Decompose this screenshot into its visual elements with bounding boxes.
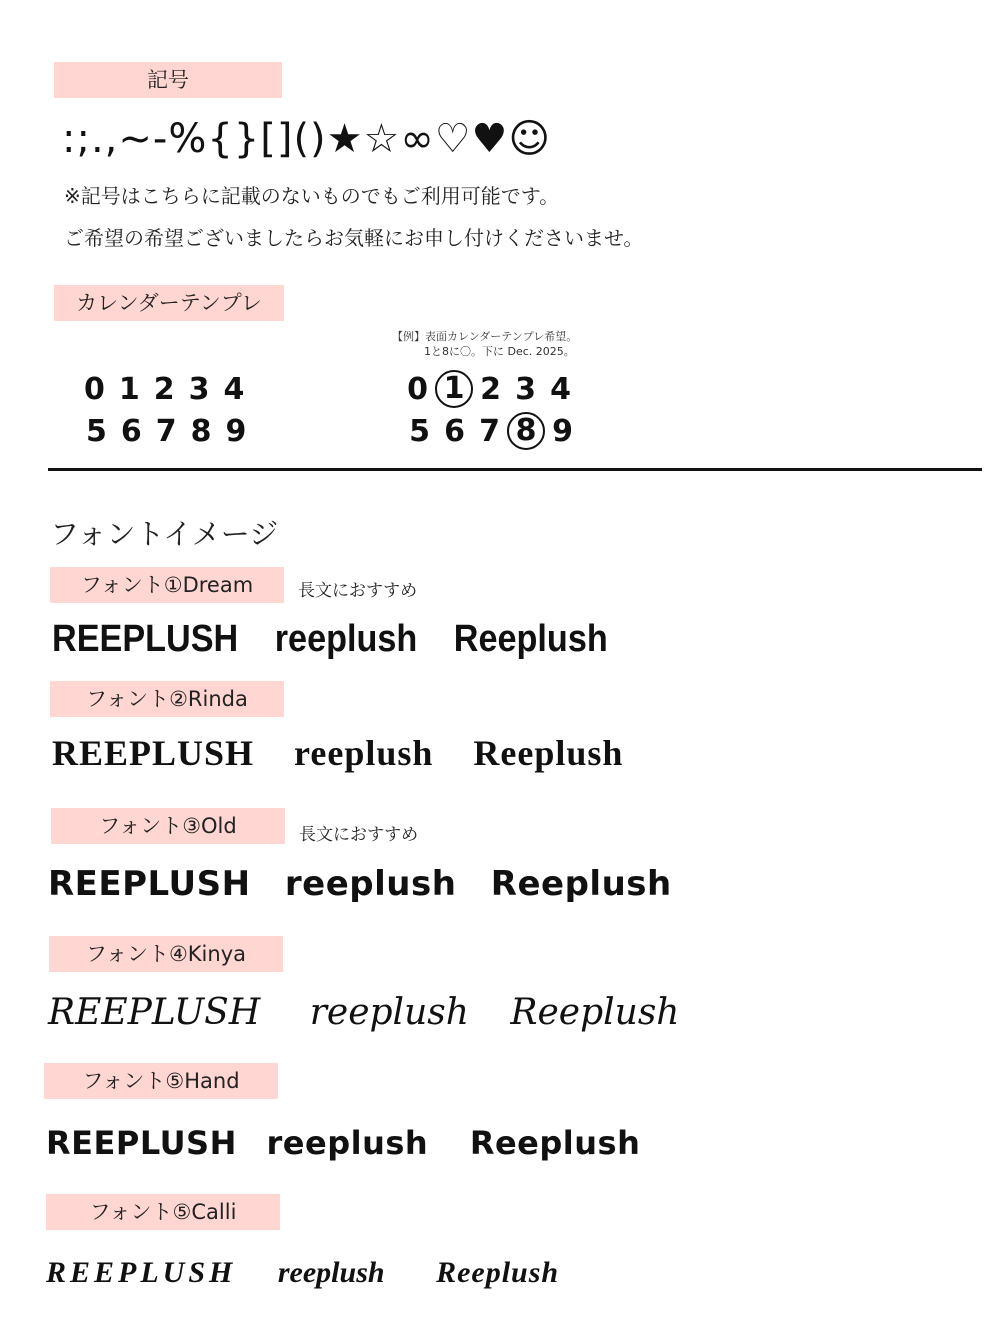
example-digit: 4 bbox=[550, 372, 571, 407]
sample-title: Reeplush bbox=[490, 864, 672, 904]
calendar-digits-row-2: 56789 bbox=[86, 414, 261, 449]
calendar-example-row-1 bbox=[400, 372, 578, 408]
sample-title: Reeplush bbox=[473, 733, 624, 773]
calendar-example-note-2: 1と8に〇。下に Dec. 2025。 bbox=[424, 345, 575, 358]
font-6-tag: フォント⑤Calli bbox=[46, 1194, 280, 1230]
font-1-tag: フォント①Dream bbox=[50, 567, 284, 603]
sample-title: Reeplush bbox=[436, 1256, 560, 1289]
font-6-sample bbox=[46, 1256, 559, 1290]
fonts-section-title: フォントイメージ bbox=[50, 517, 279, 551]
font-1-sample bbox=[52, 618, 608, 661]
sample-upper: REEPLUSH bbox=[46, 1124, 237, 1162]
font-3-sample bbox=[48, 864, 672, 904]
sample-lower: reeplush bbox=[274, 618, 418, 660]
font-2-sample bbox=[52, 732, 623, 774]
sample-title: Reeplush bbox=[469, 1124, 641, 1162]
symbols-note-2: ご希望の希望ございましたらお気軽にお申し付けくださいませ。 bbox=[64, 226, 644, 250]
example-digit: 3 bbox=[515, 372, 536, 407]
sample-title: Reeplush bbox=[453, 618, 608, 660]
example-digit: 5 bbox=[409, 414, 430, 449]
sample-upper: REEPLUSH bbox=[46, 1256, 237, 1289]
font-5-sample bbox=[46, 1124, 640, 1162]
example-digit: 6 bbox=[444, 414, 465, 449]
example-digit: 0 bbox=[407, 372, 428, 407]
example-digit-circled: 8 bbox=[507, 412, 545, 450]
symbols-list: :;.,~-%{}[]()★☆∞♡♥☺ bbox=[62, 116, 552, 162]
example-digit-circled: 1 bbox=[435, 370, 473, 408]
section-divider bbox=[48, 468, 982, 471]
example-digit: 7 bbox=[479, 414, 500, 449]
sample-upper: REEPLUSH bbox=[48, 992, 261, 1033]
sample-lower: reeplush bbox=[309, 992, 469, 1033]
font-2-tag: フォント②Rinda bbox=[50, 681, 284, 717]
font-4-sample bbox=[48, 992, 680, 1033]
font-3-tag: フォント③Old bbox=[51, 808, 285, 844]
font-5-tag: フォント⑤Hand bbox=[44, 1063, 278, 1099]
calendar-tag: カレンダーテンプレ bbox=[54, 285, 284, 321]
symbols-tag: 記号 bbox=[54, 62, 282, 98]
calendar-digits-row-1: 01234 bbox=[84, 372, 259, 407]
calendar-example-note-1: 【例】表面カレンダーテンプレ希望。 bbox=[392, 330, 578, 343]
example-digit: 2 bbox=[480, 372, 501, 407]
sample-lower: reeplush bbox=[284, 864, 457, 904]
sample-upper: REEPLUSH bbox=[52, 733, 255, 773]
symbols-note-1: ※記号はこちらに記載のないものでもご利用可能です。 bbox=[64, 184, 560, 208]
sample-lower: reeplush bbox=[277, 1256, 385, 1289]
sample-lower: reeplush bbox=[266, 1124, 429, 1162]
example-digit: 9 bbox=[552, 414, 573, 449]
sample-upper: REEPLUSH bbox=[48, 864, 251, 904]
calendar-example-row-2 bbox=[402, 414, 580, 450]
font-4-tag: フォント④Kinya bbox=[49, 936, 283, 972]
font-3-note: 長文におすすめ bbox=[299, 825, 419, 845]
sample-lower: reeplush bbox=[294, 733, 434, 773]
sample-upper: REEPLUSH bbox=[52, 618, 239, 660]
sample-title: Reeplush bbox=[510, 992, 680, 1033]
font-1-note: 長文におすすめ bbox=[298, 581, 418, 601]
